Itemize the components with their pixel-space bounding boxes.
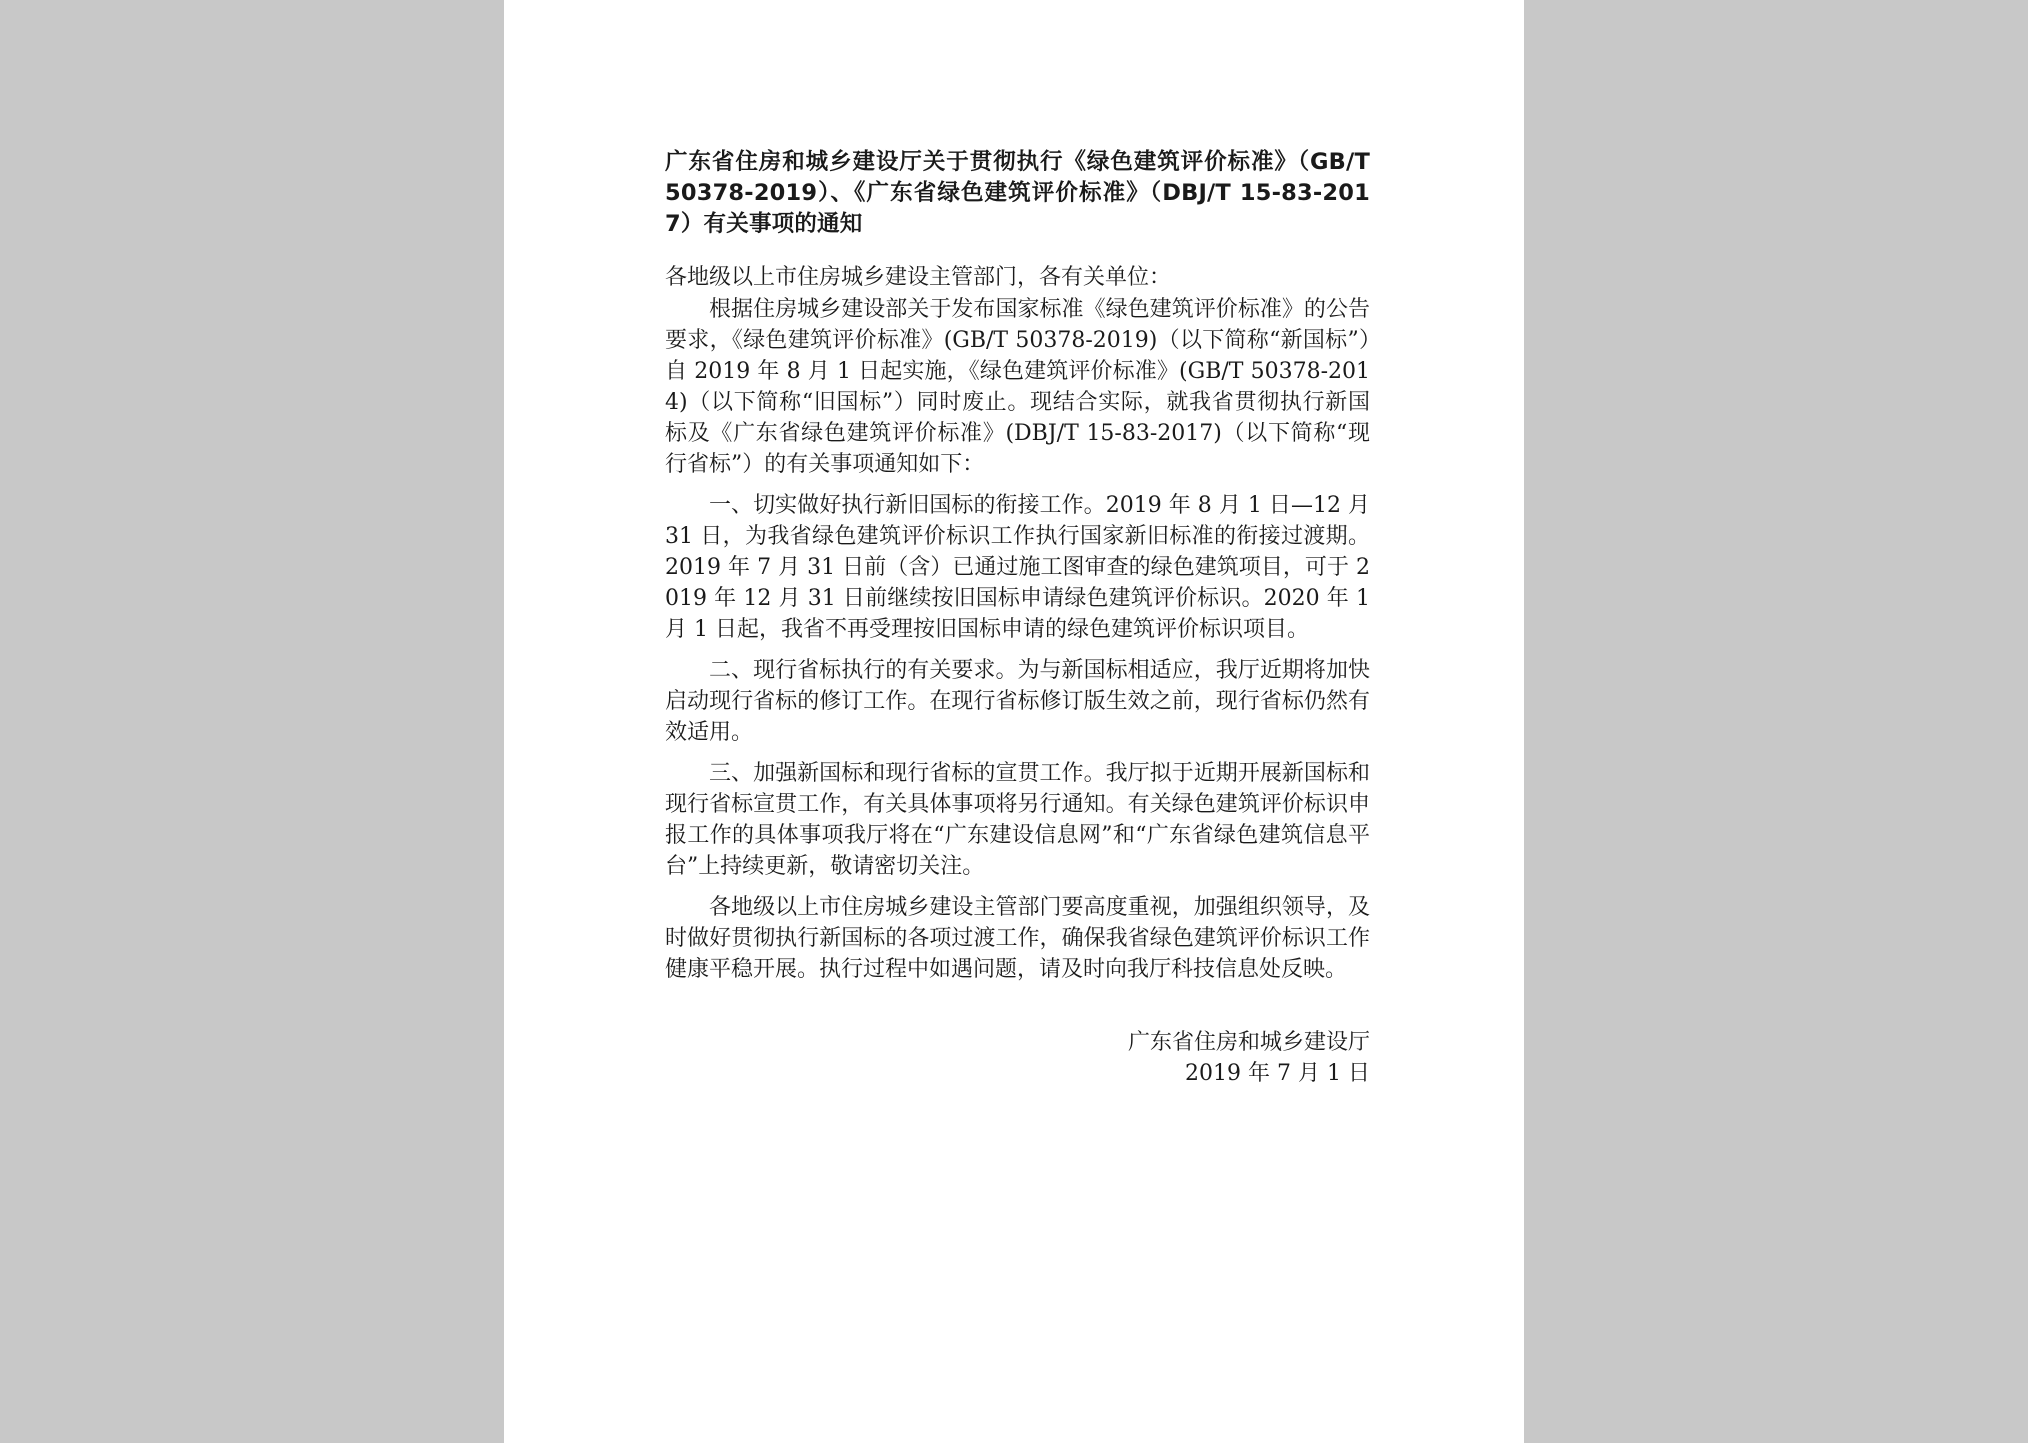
paragraph-item-3: 三、加强新国标和现行省标的宣贯工作。我厅拟于近期开展新国标和现行省标宣贯工作，有关具体事项将另行通知。有关绿色建筑评价标识申报工作的具体事项我厅将在“广东建设信息网”和“广东省绿色建筑信息平台”上持续更新，敬请密切关注。 [665, 761, 1370, 879]
document-title: 广东省住房和城乡建设厅关于贯彻执行《绿色建筑评价标准》（GB/T 50378-2019）、《广东省绿色建筑评价标准》（DBJ/T 15-83-2017）有关事项的通知 [665, 149, 1370, 237]
document-body [665, 147, 1370, 1089]
paragraph-item-2: 二、现行省标执行的有关要求。为与新国标相适应，我厅近期将加快启动现行省标的修订工作。在现行省标修订版生效之前，现行省标仍然有效适用。 [665, 658, 1370, 745]
signature-block [665, 1027, 1370, 1089]
issue-date: 2019 年 7 月 1 日 [1185, 1061, 1370, 1086]
paragraph-closing: 各地级以上市住房城乡建设主管部门要高度重视，加强组织领导，及时做好贯彻执行新国标的各项过渡工作，确保我省绿色建筑评价标识工作健康平稳开展。执行过程中如遇问题，请及时向我厅科技信息处反映。 [665, 895, 1370, 982]
salutation: 各地级以上市住房城乡建设主管部门，各有关单位： [665, 265, 1172, 290]
document-page [504, 0, 1524, 1443]
paragraph-intro: 根据住房城乡建设部关于发布国家标准《绿色建筑评价标准》的公告要求，《绿色建筑评价标准》(GB/T 50378-2019)（以下简称“新国标”）自 2019 年 8 月 1 日起实施，《绿色建筑评价标准》(GB/T 50378-2014)（以下简称“旧国标”）同时废止。现结合实际，就我省贯彻执行新国标及《广东省绿色建筑评价标准》(DBJ/T 15-83-2017)（以下简称“现行省标”）的有关事项通知如下： [665, 297, 1370, 477]
paragraph-item-1: 一、切实做好执行新旧国标的衔接工作。2019 年 8 月 1 日—12 月 31 日，为我省绿色建筑评价标识工作执行国家新旧标准的衔接过渡期。2019 年 7 月 31 日前（含）已通过施工图审查的绿色建筑项目，可于 2019 年 12 月 31 日前继续按旧国标申请绿色建筑评价标识。2020 年 1 月 1 日起，我省不再受理按旧国标申请的绿色建筑评价标识项目。 [665, 493, 1370, 642]
issuer-name: 广东省住房和城乡建设厅 [1127, 1030, 1370, 1055]
